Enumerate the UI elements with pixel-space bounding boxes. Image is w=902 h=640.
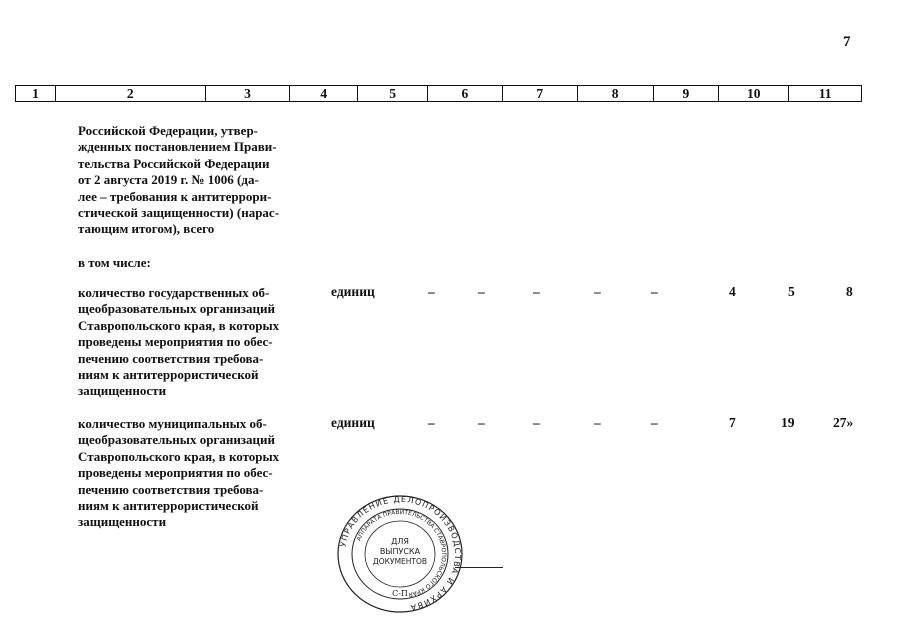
column-header: 1	[16, 86, 56, 101]
column-header: 10	[719, 86, 789, 101]
column-header: 8	[578, 86, 654, 101]
stamp-code: С-П	[392, 589, 408, 598]
official-stamp	[336, 494, 464, 614]
row-value-dash: –	[533, 415, 540, 430]
row-label: количество государственных об- щеобразовательных организаций Ставропольского края, в которых проведены мероприятия по обес- печению соответствия требова- ниям к антитеррористической защищенности	[78, 285, 280, 399]
row-value-dash: –	[651, 284, 658, 299]
stamp-inner-text: АППАРАТА ПРАВИТЕЛЬСТВА СТАВРОПОЛЬСКОГО КРАЯ	[355, 508, 448, 599]
row-value: 27»	[833, 415, 854, 430]
column-header: 4	[290, 86, 358, 101]
row-value-dash: –	[428, 415, 435, 430]
column-header: 7	[503, 86, 578, 101]
column-header: 3	[206, 86, 291, 101]
page-number: 7	[843, 34, 851, 50]
intro-text: Российской Федерации, утвер- жденных постановлением Прави- тельства Российской Федерации от 2 августа 2019 г. № 1006 (да- лее – требования к антитеррори- стической защищенности) (нарас- тающим итогом), всего	[78, 123, 280, 237]
row-value: 19	[781, 415, 795, 430]
row-value: 8	[846, 284, 853, 299]
column-header: 9	[654, 86, 720, 101]
row-value-dash: –	[651, 415, 658, 430]
stamp-center-line: ВЫПУСКА	[379, 547, 421, 556]
column-header: 5	[358, 86, 428, 101]
column-header: 2	[56, 86, 206, 101]
stamp-center-line: ДОКУМЕНТОВ	[372, 557, 428, 566]
column-header: 11	[818, 86, 832, 101]
row-value-dash: –	[594, 415, 601, 430]
row-value-dash: –	[478, 284, 485, 299]
row-value-dash: –	[533, 284, 540, 299]
row-value-dash: –	[428, 284, 435, 299]
row-unit: единиц	[331, 284, 375, 299]
column-header-row	[15, 85, 862, 102]
column-header: 6	[428, 86, 503, 101]
stamp-center-line: ДЛЯ	[391, 537, 409, 546]
row-unit: единиц	[331, 415, 375, 430]
row-value: 7	[729, 415, 736, 430]
row-value: 5	[788, 284, 795, 299]
row-label: количество муниципальных об- щеобразовательных организаций Ставропольского края, в которых проведены мероприятия по обес- печению соответствия требова- ниям к антитеррористической защищенности	[78, 416, 280, 530]
row-value: 4	[729, 284, 736, 299]
subheading: в том числе:	[78, 255, 151, 270]
row-value-dash: –	[478, 415, 485, 430]
stamp-outer-text: УПРАВЛЕНИЕ ДЕЛОПРОИЗВОДСТВА И АРХИВА	[338, 494, 463, 613]
row-value-dash: –	[594, 284, 601, 299]
